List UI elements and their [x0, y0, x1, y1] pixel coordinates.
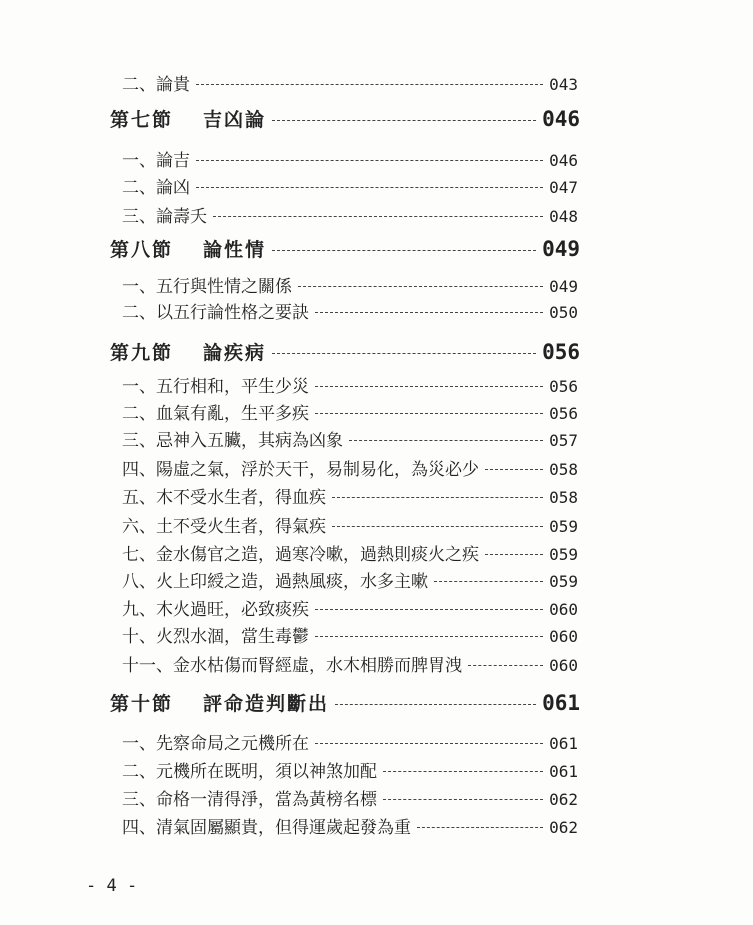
toc-page-number: 061 [549, 734, 578, 753]
dot-leader [335, 704, 536, 705]
toc-page-number: 059 [549, 517, 578, 536]
dot-leader [196, 160, 543, 161]
dot-leader [213, 216, 543, 217]
dot-leader [332, 497, 543, 498]
toc-section-number: 第七節 [110, 109, 174, 131]
toc-section-number: 第九節 [110, 342, 174, 364]
toc-entry-label: 一、五行與性情之關係 [122, 277, 292, 297]
dot-leader [468, 665, 543, 666]
toc-entry[interactable] [122, 483, 578, 508]
toc-entry[interactable] [122, 512, 578, 537]
dot-leader [315, 743, 543, 744]
toc-entry[interactable] [122, 455, 578, 480]
toc-page-number: 048 [549, 207, 578, 226]
toc-entry-label: 三、論壽夭 [122, 207, 207, 227]
toc-section-heading[interactable] [110, 235, 580, 262]
toc-entry[interactable] [122, 399, 578, 424]
toc-entry-label: 十、火烈水涸，當生毒鬱 [122, 627, 309, 647]
toc-entry[interactable] [122, 757, 578, 782]
dot-leader [298, 286, 543, 287]
toc-page-number: 046 [549, 151, 578, 170]
toc-section-title: 吉凶論 [203, 109, 267, 131]
toc-section-label [110, 235, 266, 262]
toc-page-number: 057 [549, 431, 578, 450]
toc-entry[interactable] [122, 595, 578, 620]
toc-entry[interactable] [122, 173, 578, 198]
toc-entry[interactable] [122, 729, 578, 754]
toc-entry[interactable] [122, 372, 578, 397]
toc-page-number: 059 [549, 545, 578, 564]
toc-page-number: 046 [542, 107, 580, 131]
dot-leader [315, 609, 543, 610]
dot-leader [332, 526, 543, 527]
toc-entry-label: 一、五行相和，平生少災 [122, 377, 309, 397]
dot-leader [349, 440, 543, 441]
toc-page-number: 060 [549, 600, 578, 619]
toc-entry[interactable] [122, 202, 578, 227]
toc-page-number: 049 [542, 237, 580, 261]
toc-entry[interactable] [122, 651, 578, 676]
dot-leader [315, 312, 543, 313]
toc-page-number: 061 [542, 691, 580, 715]
toc-section-title: 論疾病 [203, 342, 267, 364]
toc-page-number: 056 [542, 340, 580, 364]
toc-entry-label: 三、命格一清得淨，當為黃榜名標 [122, 790, 377, 810]
toc-section-heading[interactable] [110, 338, 580, 365]
page-number: - 4 - [86, 876, 138, 896]
dot-leader [383, 799, 543, 800]
dot-leader [315, 413, 543, 414]
toc-entry-label: 四、陽虛之氣，浮於天干，易制易化，為災必少 [122, 460, 479, 480]
toc-entry-label: 四、清氣固屬顯貴，但得運歲起發為重 [122, 818, 411, 838]
toc-section-number: 第十節 [110, 693, 174, 715]
dot-leader [272, 353, 536, 354]
toc-page-number: 058 [549, 460, 578, 479]
toc-section-heading[interactable] [110, 105, 580, 132]
dot-leader [417, 827, 543, 828]
toc-entry-label: 十一、金水枯傷而腎經虛，水木相勝而脾胃洩 [122, 656, 462, 676]
toc-page-number: 059 [549, 572, 578, 591]
toc-entry-label: 五、木不受水生者，得血疾 [122, 488, 326, 508]
toc-section-number: 第八節 [110, 239, 174, 261]
toc-entry[interactable] [122, 622, 578, 647]
toc-page-number: 047 [549, 178, 578, 197]
dot-leader [383, 771, 543, 772]
toc-entry[interactable] [122, 272, 578, 297]
toc-section-label [110, 105, 266, 132]
dot-leader [315, 636, 543, 637]
toc-page-number: 060 [549, 656, 578, 675]
toc-entry[interactable] [122, 540, 578, 565]
toc-entry-label: 二、論貴 [122, 75, 190, 95]
toc-section-heading[interactable] [110, 689, 580, 716]
toc-page-number: 062 [549, 790, 578, 809]
dot-leader [434, 581, 543, 582]
toc-entry[interactable] [122, 146, 578, 171]
toc-entry-label: 六、土不受火生者，得氣疾 [122, 517, 326, 537]
toc-page-number: 061 [549, 762, 578, 781]
toc-entry-label: 二、元機所在既明，須以神煞加配 [122, 762, 377, 782]
toc-page-number: 056 [549, 404, 578, 423]
toc-page-number: 049 [549, 277, 578, 296]
dot-leader [272, 120, 536, 121]
toc-section-label [110, 338, 266, 365]
toc-section-title: 評命造判斷出 [203, 693, 330, 715]
toc-entry-label: 一、論吉 [122, 151, 190, 171]
toc-section-label [110, 689, 329, 716]
toc-page-number: 058 [549, 488, 578, 507]
toc-entry[interactable] [122, 813, 578, 838]
toc-entry-label: 八、火上印綬之造，過熱風痰，水多主嗽 [122, 572, 428, 592]
toc-entry-label: 七、金水傷官之造，過寒冷嗽，過熱則痰火之疾 [122, 545, 479, 565]
toc-page-number: 062 [549, 818, 578, 837]
toc-page-number: 050 [549, 303, 578, 322]
toc-entry-label: 二、以五行論性格之要訣 [122, 303, 309, 323]
dot-leader [485, 469, 543, 470]
toc-entry[interactable] [122, 298, 578, 323]
dot-leader [315, 386, 543, 387]
toc-entry-label: 一、先察命局之元機所在 [122, 734, 309, 754]
dot-leader [272, 250, 536, 251]
dot-leader [196, 84, 543, 85]
toc-entry-label: 三、忌神入五臟，其病為凶象 [122, 431, 343, 451]
toc-entry[interactable] [122, 785, 578, 810]
toc-entry[interactable] [122, 426, 578, 451]
toc-section-title: 論性情 [203, 239, 267, 261]
toc-page-number: 060 [549, 627, 578, 646]
toc-entry-label: 二、血氣有亂，生平多疾 [122, 404, 309, 424]
toc-entry-label: 九、木火過旺，必致痰疾 [122, 600, 309, 620]
toc-page-number: 056 [549, 377, 578, 396]
toc-entry[interactable] [122, 70, 578, 95]
toc-page-number: 043 [549, 75, 578, 94]
toc-entry[interactable] [122, 567, 578, 592]
dot-leader [196, 187, 543, 188]
dot-leader [485, 554, 543, 555]
toc-entry-label: 二、論凶 [122, 178, 190, 198]
